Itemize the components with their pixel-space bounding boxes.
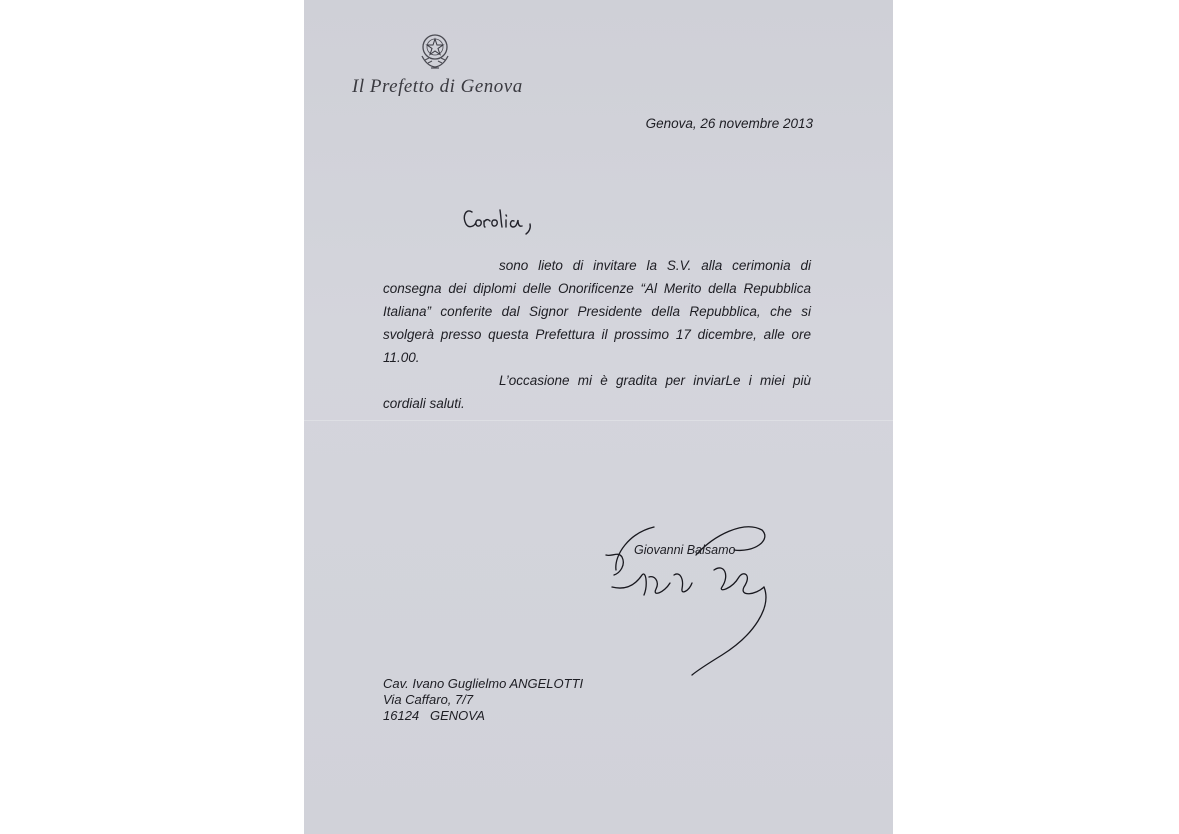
italian-republic-emblem-icon [417, 30, 453, 70]
address-line-3: 16124 GENOVA [383, 708, 485, 723]
body-paragraph-1: sono lieto di invitare la S.V. alla cerimonia di consegna dei diplomi delle Onorificenze “Al Merito della Repubblica Italiana” conferite dal Signor Presidente della Repubblica, che si svolgerà presso questa Prefettura il prossimo 17 dicembre, alle ore 11.00. [383, 258, 811, 365]
letter-date: Genova, 26 novembre 2013 [645, 116, 813, 131]
body-paragraph-2: L’occasione mi è gradita per inviarLe i miei più cordiali saluti. [383, 373, 811, 411]
address-line-2: Via Caffaro, 7/7 [383, 692, 474, 707]
letter-body [383, 254, 811, 415]
letter-page [304, 0, 893, 834]
letterhead-title: Il Prefetto di Genova [352, 76, 523, 97]
handwritten-salutation [460, 200, 560, 240]
address-line-1: Cav. Ivano Guglielmo ANGELOTTI [383, 676, 584, 691]
recipient-address [383, 676, 583, 724]
signer-name: Giovanni Balsamo [634, 543, 736, 557]
paper-fold [304, 420, 893, 421]
handwritten-signature [594, 515, 784, 685]
